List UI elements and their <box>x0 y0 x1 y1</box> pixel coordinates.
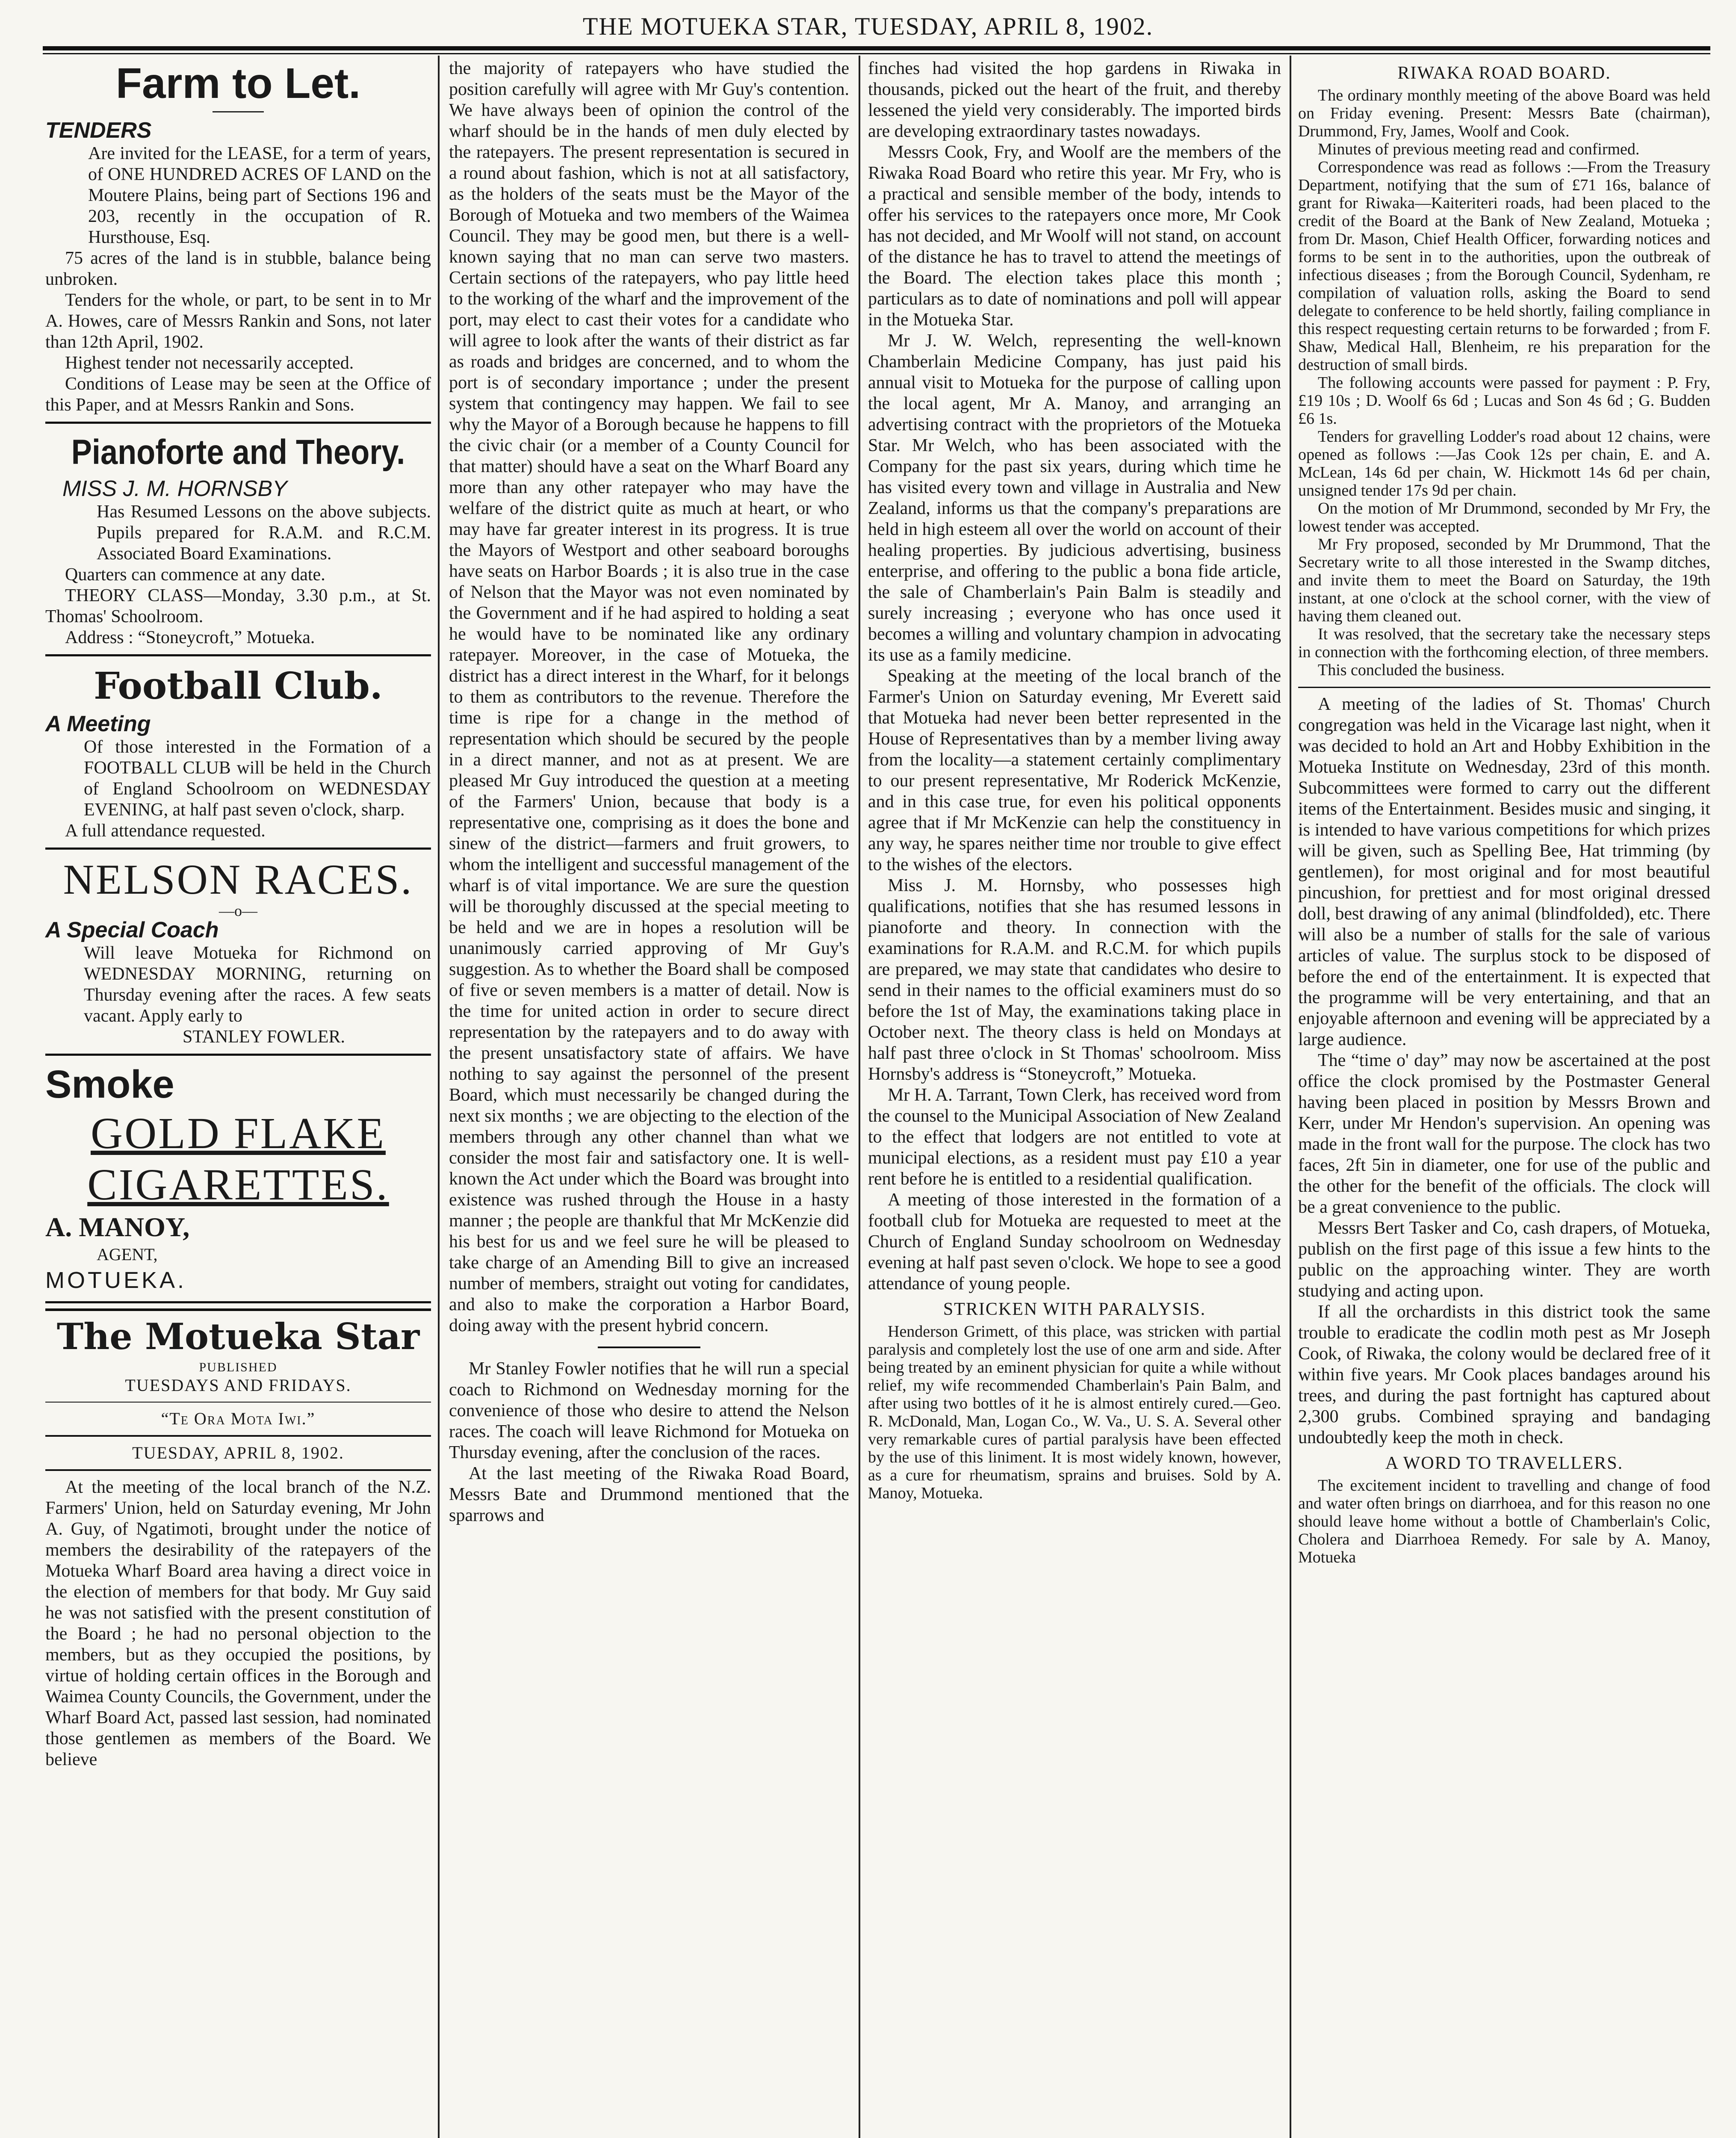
ad-title: Football Club. <box>94 664 383 708</box>
nameplate-published: PUBLISHED <box>199 1360 278 1374</box>
article-text: At the last meeting of the Riwaka Road Board, Messrs Bate and Drummond mentioned that the sparrows and <box>449 1464 849 1525</box>
ad-text: Highest tender not necessarily accepted. <box>65 353 354 373</box>
masthead: THE MOTUEKA STAR, TUESDAY, APRIL 8, 1902. <box>582 12 1154 40</box>
ad-text: A full attendance requested. <box>65 821 266 841</box>
article-text: The ordinary monthly meeting of the above Board was held on Friday evening. Present: Messrs Bate (chairman), Drummond, Fry, James, Woolf and Cook. <box>1298 86 1710 140</box>
article-text: Miss J. M. Hornsby, who possesses high qualifications, notifies that she has resumed lessons in pianoforte and theory. In connection with the examinations for R.A.M. and R.C.M. for which pupils are prepared, we may state that candidates who desire to send in their names to the official examiners must do so before the 1st of May, the examinations taking place in October next. The theory class is held on Mondays at half past three o'clock in St Thomas' schoolroom. Miss Hornsby's address is “Stoneycroft,” Motueka. <box>868 876 1281 1084</box>
ad-subtitle: A Meeting <box>45 712 151 736</box>
article-text: finches had visited the hop gardens in Riwaka in thousands, picked out the heart of the fruit, and thereby lessened the yield very considerably. The imported birds are developing extraordinary tastes nowadays. <box>868 59 1281 141</box>
ad-subtitle: A Special Coach <box>45 918 219 942</box>
article-text: The excitement incident to travelling and change of food and water often brings on diarrhoea, and for this reason no one should leave home without a bottle of Chamberlain's Colic, Cholera and Diarrhoea Remedy. For sale by A. Manoy, Motueka <box>1298 1477 1710 1566</box>
article-text: Correspondence was read as follows :—From the Treasury Department, notifying that the sum of £71 16s, balance of grant for Riwaka—Kaiteriteri roads, had been placed to the credit of the Board at the Bank of New Zealand, Motueka ; from Dr. Mason, Chief Health Officer, forwarding notices and forms to be sent in to the authorities, upon the outbreak of infectious diseases ; from the Borough Council, Sydenham, re compilation of valuation rolls, asking the Board to send delegate to conference to be held shortly, failing compliance in this respect requesting certain returns to be forwarded ; from F. Shaw, Medical Hall, Blenheim, re his preparation for the destruction of small birds. <box>1298 158 1710 374</box>
ad-text: Has Resumed Lessons on the above subjects. Pupils prepared for R.A.M. and R.C.M. Associated Board Examinations. <box>97 502 431 564</box>
column-3 <box>863 58 1286 2138</box>
farm-ad <box>45 58 431 424</box>
ad-text: Quarters can commence at any date. <box>65 565 325 585</box>
article-text: On the motion of Mr Drummond, seconded by Mr Fry, the lowest tender was accepted. <box>1298 499 1710 535</box>
divider <box>213 111 264 112</box>
ad-brand-line: CIGARETTES. <box>87 1160 389 1209</box>
ad-text: Of those interested in the Formation of a FOOTBALL CLUB will be held in the Church of England Schoolroom on WEDNESDAY EVENING, at half past seven o'clock, sharp. <box>84 737 431 820</box>
article-text: This concluded the business. <box>1318 661 1505 679</box>
ad-text: Address : “Stoneycroft,” Motueka. <box>65 628 315 647</box>
article-text: The following accounts were passed for payment : P. Fry, £19 10s ; D. Woolf 6s 6d ; Lucas and Son 4s 6d ; G. Budden £6 1s. <box>1298 374 1710 428</box>
article-text: Mr Fry proposed, seconded by Mr Drummond, That the Secretary write to all those interested in the Swamp ditches, and invite them to meet the Board on Saturday, the 19th instant, at one o'clock at the school corner, with the view of having them cleaned out. <box>1298 535 1710 625</box>
cigarette-ad <box>45 1061 431 1303</box>
ad-text: Are invited for the LEASE, for a term of years, of ONE HUNDRED ACRES OF LAND on the Moutere Plains, being part of Sections 196 and 203, recently in the occupation of R. Hursthouse, Esq. <box>88 144 431 247</box>
ad-brand-line: GOLD FLAKE <box>91 1109 386 1158</box>
nameplate-motto: “Te Ora Mota Iwi.” <box>161 1409 316 1428</box>
ad-text: Conditions of Lease may be seen at the Office of this Paper, and at Messrs Rankin and Sons. <box>45 374 431 415</box>
nelson-races-ad <box>45 855 431 1056</box>
ad-subtitle: MISS J. M. HORNSBY <box>62 476 287 501</box>
divider <box>45 1402 431 1403</box>
column-rule <box>859 56 860 2138</box>
divider: —o— <box>219 902 257 919</box>
nameplate-days: TUESDAYS AND FRIDAYS. <box>125 1376 351 1395</box>
football-ad <box>45 661 431 850</box>
article-text: Mr H. A. Tarrant, Town Clerk, has received word from the counsel to the Municipal Association of New Zealand to the effect that lodgers are not entitled to vote at municipal elections, as a resident must pay £10 a year rent before he is entitled to a residential qualification. <box>868 1085 1281 1189</box>
article-text: It was resolved, that the secretary take the necessary steps in connection with the forthcoming election, of three members. <box>1298 625 1710 661</box>
article-text: If all the orchardists in this district took the same trouble to eradicate the codlin moth pest as Mr Joseph Cook, of Riwaka, the colony would be declared free of it within five years. Mr Cook places bandages around his trees, and during the past fortnight has captured about 2,300 grubs. Combined spraying and bandaging undoubtedly keep the moth in check. <box>1298 1302 1710 1447</box>
column-rule <box>438 56 440 2138</box>
article-text: Mr Stanley Fowler notifies that he will run a special coach to Richmond on Wednesday morning for the convenience of those who desire to attend the Nelson races. The coach will leave Richmond for Motueka on Thursday evening, after the conclusion of the races. <box>449 1359 849 1462</box>
article-text: Messrs Cook, Fry, and Woolf are the members of the Riwaka Road Board who retire this year. Mr Fry, who is a practical and sensible member of the body, intends to offer his services to the ratepayers once more, Mr Cook has not decided, and Mr Woolf will not stand, on account of the distance he has to travel to attend the meetings of the Board. The election takes place this month ; particulars as to date of nominations and poll will appear in the Motueka Star. <box>868 142 1281 330</box>
column-1 <box>43 58 435 2138</box>
masthead-rule <box>43 46 1710 50</box>
piano-ad <box>45 429 431 656</box>
article-text: A meeting of those interested in the formation of a football club for Motueka are requested to meet at the Church of England Sunday schoolroom on Wednesday evening at half past seven o'clock. We hope to see a good attendance of young people. <box>868 1190 1281 1293</box>
article-text: Messrs Bert Tasker and Co, cash drapers, of Motueka, publish on the first page of this issue a few hints to the public on the approaching winter. They are worth studying and acting upon. <box>1298 1218 1710 1301</box>
column-2 <box>444 58 854 2138</box>
article-text: The “time o' day” may now be ascertained at the post office the clock promised by the Postmaster General having been placed in position by Messrs Brown and Kerr, under Mr Hendon's supervision. An opening was made in the front wall for the purpose. The clock has two faces, 2ft 5in in diameter, one for use of the public and the other for the benefit of the officials. The clock will be a great convenience to the public. <box>1298 1051 1710 1217</box>
article-heading: A WORD TO TRAVELLERS. <box>1385 1453 1624 1473</box>
ad-title: Smoke <box>45 1063 174 1106</box>
ad-title: Farm to Let. <box>115 59 361 107</box>
divider <box>598 1347 700 1348</box>
nameplate-title: The Motueka Star <box>45 1308 431 1360</box>
ad-text: Will leave Motueka for Richmond on WEDNESDAY MORNING, returning on Thursday evening after the races. A few seats vacant. Apply early to <box>84 943 431 1026</box>
divider <box>1298 687 1710 688</box>
ad-agent-name: A. MANOY, <box>45 1212 190 1242</box>
ad-subtitle: TENDERS <box>45 118 152 143</box>
article-text: Speaking at the meeting of the local branch of the Farmer's Union on Saturday evening, Mr Everett said that Motueka had never been better represented in the House of Representatives than by a member living away from the locality—a statement certainly complimentary to our present representative, Mr Roderick McKenzie, and in this case true, for even his political opponents agree that if Mr McKenzie can help the constituency in any way, he spares neither time nor trouble to give effect to the wishes of the electors. <box>868 666 1281 874</box>
article-text: Mr J. W. Welch, representing the well-known Chamberlain Medicine Company, has just paid his annual visit to Motueka for the purpose of calling upon the local agent, Mr A. Manoy, and arranging an advertising contract with the proprietors of the Motueka Star. Mr Welch, who has been associated with the Company for the past six years, during which time he has visited every town and village in Australia and New Zealand, informs us that the company's preparations are held in high esteem all over the world on account of their healing properties. By judicious advertising, business enterprise, and offering to the public a bona fide article, the sale of Chamberlain's Pain Balm is steadily and surely increasing ; everyone who has once used it becomes a willing and voluntary champion in advocating its use as a family medicine. <box>868 331 1281 665</box>
article-text: Henderson Grimett, of this place, was stricken with partial paralysis and completely lost the use of one arm and side. After being treated by an eminent physician for quite a while without relief, my wife recommended Chamberlain's Pain Balm, and after using two bottles of it he is almost entirely cured.—Geo. R. McDonald, Man, Logan Co., W. Va., U. S. A. Several other very remarkable cures of partial paralysis have been effected by the use of this liniment. It is most widely known, however, as a cure for rheumatism, sprains and bruises. Sold by A. Manoy, Motueka. <box>868 1323 1281 1502</box>
road-board-report <box>1298 86 1710 679</box>
ad-text: 75 acres of the land is in stubble, balance being unbroken. <box>45 248 431 289</box>
ad-text: THEORY CLASS—Monday, 3.30 p.m., at St. Thomas' Schoolroom. <box>45 586 431 626</box>
divider <box>45 1469 431 1471</box>
article-text: Minutes of previous meeting read and confirmed. <box>1318 140 1640 158</box>
column-rule <box>1290 56 1291 2138</box>
ad-town: MOTUEKA. <box>45 1267 187 1293</box>
article-text: Tenders for gravelling Lodder's road about 12 chains, were opened as follows :—Jas Cook 12s per chain, E. and A. McLean, 14s 6d per chain, W. Hickmott 14s 6d per chain, unsigned tender 17s 9d per chain. <box>1298 428 1710 499</box>
article-text: the majority of ratepayers who have studied the position carefully will agree with Mr Guy's contention. We have always been of opinion the control of the wharf should be in the hands of men duly elected by the ratepayers. The present representation is secured in a round about fashion, which is not at all satisfactory, as the holders of the seats must be the Mayor of the Borough of Motueka and two members of the Waimea Council. They may be good men, but there is a well-known saying that no man can serve two masters. Certain sections of the ratepayers, who pay little heed to the working of the wharf and the improvement of the port, may elect to cast their votes for a candidate who will agree to look after the wants of their district as far as roads and bridges are concerned, and to whom the port is of secondary importance ; under the present system that contingency may happen. We fail to see why the Mayor of a Borough because he happens to fill the civic chair (or a member of a County Council for that matter) should have a seat on the Wharf Board any more than any other ratepayer who may have the welfare of the district quite as much at heart, or who may have far greater interest in its progress. It is true the Mayors of Westport and other seaboard boroughs have seats on Harbor Boards ; it is also true in the case of Nelson that the Mayor was not even nominated by the Government and if he had aspired to holding a seat he would have to be nominated like any ordinary ratepayer. Moreover, in the case of Motueka, the district has a direct interest in the Wharf, for it belongs to them as contributors to the revenue. Therefore the time is ripe for a change in the method of representation which should be secured by the people in a direct manner, and not as at present. We are pleased Mr Guy introduced the question at a meeting of the Farmers' Union, because that body is a representative one, comprising as it does the bone and sinew of the district—farmers and fruit growers, to whom the intelligent and successful management of the wharf is of vital importance. We are sure the question will be thoroughly discussed at the special meeting to be held and we are in hopes a resolution will be unanimously carried approving of Mr Guy's suggestion. As to whether the Board shall be composed of five or seven members is a matter of detail. Now is the time for united action in order to secure direct representation by the ratepayers and to do away with the present unsatisfactory state of affairs. We have nothing to say against the personnel of the present Board, which must necessarily be changed during the next six months ; we are objecting to the election of the members through any other channel than what we consider the most fair and satisfactory one. It is well-known the Act under which the Board was brought into existence was rushed through the House in a hasty manner ; the people are thankful that Mr McKenzie did his best for us and we feel sure he will be pleased to take charge of an Amending Bill to give an increased number of members, straight out voting for candidates, and also to make the corporation a Harbor Board, doing away with the present hybrid concern. <box>449 59 849 1335</box>
article-heading: RIWAKA ROAD BOARD. <box>1397 63 1611 83</box>
article-heading: STRICKEN WITH PARALYSIS. <box>943 1299 1206 1319</box>
column-4 <box>1295 58 1714 2138</box>
ad-title: Pianoforte and Theory. <box>71 433 405 472</box>
star-nameplate <box>45 1308 431 1770</box>
issue-date: TUESDAY, APRIL 8, 1902. <box>132 1443 344 1462</box>
article-text: A meeting of the ladies of St. Thomas' Church congregation was held in the Vicarage last night, when it was decided to hold an Art and Hobby Exhibition in the Motueka Institute on Wednesday, 23rd of this month. Subcommittees were formed to carry out the different items of the Entertainment. Besides music and singing, it is intended to have various competitions for which prizes will be given, such as Spelling Bee, Hat trimming (by gentlemen), for most original and for most beautiful pincushion, for prettiest and for most original dressed doll, best drawing of any animal (blindfolded), etc. There will also be a number of stalls for the sale of various articles of value. The surplus stock to be disposed of before the end of the entertainment. It is expected that the programme will be very entertaining, and that an enjoyable afternoon and evening will be appreciated by a large audience. <box>1298 694 1710 1049</box>
divider <box>45 1435 431 1437</box>
ad-agent-label: AGENT, <box>97 1245 158 1264</box>
article-text: At the meeting of the local branch of the N.Z. Farmers' Union, held on Saturday evening, Mr John A. Guy, of Ngatimoti, brought under the notice of members the desirability of the ratepayers of the Motueka Wharf Board area having a direct voice in the election of members for that body. Mr Guy said he was not satisfied with the present constitution of the Board ; he had no personal objection to the members, but as they occupied the positions, by virtue of holding certain offices in the Borough and Waimea County Councils, the Government, under the Wharf Board Act, passed last session, had nominated those gentlemen as members of the Board. We believe <box>45 1477 431 1769</box>
ad-text: Tenders for the whole, or part, to be sent in to Mr A. Howes, care of Messrs Rankin and Sons, not later than 12th April, 1902. <box>45 290 431 352</box>
ad-signature: STANLEY FOWLER. <box>182 1027 345 1047</box>
ad-title: NELSON RACES. <box>63 856 413 903</box>
masthead-rule-thin <box>43 53 1710 54</box>
